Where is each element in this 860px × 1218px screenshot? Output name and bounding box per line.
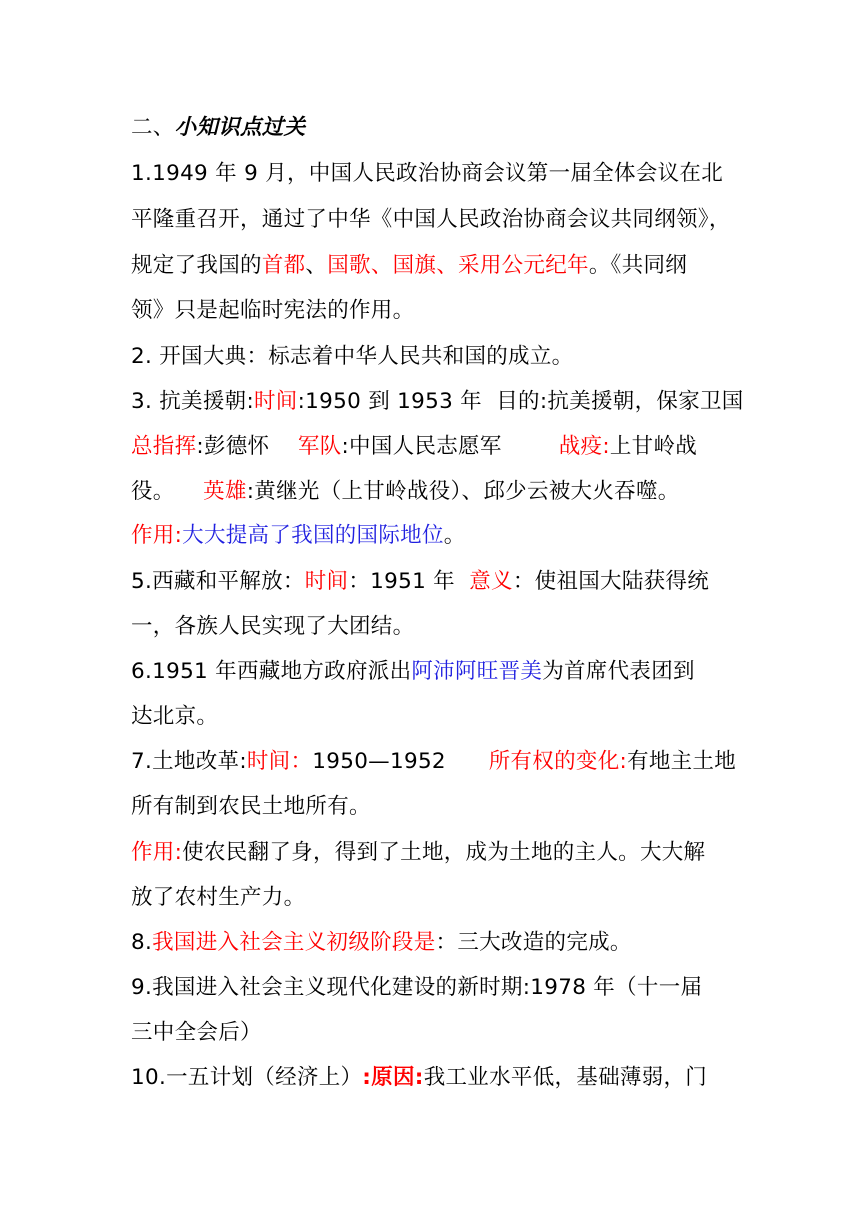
text: 使农民翻了身，得到了土地，成为土地的主人。大大解 bbox=[182, 840, 706, 865]
text: :黄继光（上甘岭战役）、邱少云被大火吞噬。 bbox=[246, 479, 680, 504]
label-heroes: 英雄 bbox=[203, 479, 247, 504]
text: ：三大改造的完成。 bbox=[435, 930, 632, 955]
heading-title: 小知识点过关 bbox=[174, 115, 306, 140]
highlight-effect: 大大提高了我国的国际地位 bbox=[182, 523, 444, 548]
label-significance: 意义 bbox=[469, 569, 513, 594]
item-3-line-4 bbox=[131, 519, 466, 553]
item-7-line-4: 放了农村生产力。 bbox=[131, 885, 306, 910]
item-1-line-4: 领》只是起临时宪法的作用。 bbox=[131, 298, 415, 323]
text: :彭德怀 bbox=[196, 434, 298, 459]
item-10-line-1 bbox=[131, 1061, 707, 1095]
label-time: 时间 bbox=[304, 569, 349, 594]
label-battle: 战疫: bbox=[558, 434, 610, 459]
text: 规定了我国的 bbox=[131, 253, 262, 278]
text: :中国人民志愿军 bbox=[341, 434, 559, 459]
item-3-line-1 bbox=[131, 385, 744, 419]
text: 。《共同纲 bbox=[588, 253, 688, 278]
text: 、 bbox=[305, 253, 328, 278]
item-8-line-1 bbox=[131, 926, 632, 960]
text: 6.1951 年西藏地方政府派出 bbox=[131, 659, 412, 684]
label-army: 军队 bbox=[297, 434, 342, 459]
item-7-line-2: 所有制到农民土地所有。 bbox=[131, 794, 371, 819]
item-7-line-3 bbox=[131, 836, 705, 870]
item-6-line-1 bbox=[131, 655, 695, 689]
text: 3. 抗美援朝: bbox=[131, 389, 254, 414]
item-2-line-1: 2. 开国大典：标志着中华人民共和国的成立。 bbox=[131, 344, 574, 369]
label-effect: 作用: bbox=[131, 840, 183, 865]
text: 8. bbox=[131, 930, 153, 955]
text: 5.西藏和平解放： bbox=[131, 569, 305, 594]
highlight-symbols: 国歌、国旗、采用公元纪年 bbox=[327, 253, 589, 278]
label-ownership-change: 所有权的变化: bbox=[488, 749, 628, 774]
text: 役。 bbox=[131, 479, 204, 504]
label-effect: 作用: bbox=[131, 523, 183, 548]
text: 7.土地改革: bbox=[131, 749, 247, 774]
text: 。 bbox=[443, 523, 466, 548]
highlight-name: 阿沛阿旺晋美 bbox=[411, 659, 543, 684]
highlight-stage: 我国进入社会主义初级阶段是 bbox=[152, 930, 436, 955]
item-1-line-3 bbox=[131, 249, 687, 283]
item-1-line-1: 1.1949 年 9 月，中国人民政治协商会议第一届全体会议在北 bbox=[131, 161, 724, 186]
text: 上甘岭战 bbox=[609, 434, 698, 459]
highlight-capital: 首都 bbox=[261, 253, 306, 278]
heading-prefix: 二、 bbox=[131, 115, 175, 140]
text: 有地主土地 bbox=[627, 749, 737, 774]
text: ：使祖国大陆获得统 bbox=[512, 569, 710, 594]
item-1-line-2: 平隆重召开，通过了中华《中国人民政治协商会议共同纲领》， bbox=[131, 207, 731, 232]
item-9-line-2: 三中全会后） bbox=[131, 1020, 262, 1045]
item-3-line-2 bbox=[131, 430, 697, 464]
label-reason: :原因: bbox=[362, 1065, 424, 1090]
text: 1950—1952 bbox=[312, 749, 489, 774]
label-commander: 总指挥 bbox=[131, 434, 197, 459]
item-7-line-1 bbox=[131, 745, 736, 779]
text: :1950 到 1953 年 目的:抗美援朝，保家卫国 bbox=[297, 389, 744, 414]
text: 我工业水平低，基础薄弱，门 bbox=[423, 1065, 708, 1090]
section-heading bbox=[131, 111, 305, 145]
label-time: 时间 bbox=[254, 389, 298, 414]
text: 为首席代表团到 bbox=[542, 659, 695, 684]
label-time: 时间： bbox=[246, 749, 313, 774]
text: 10.一五计划（经济上） bbox=[131, 1065, 363, 1090]
item-3-line-3 bbox=[131, 475, 680, 509]
item-5-line-2: 一，各族人民实现了大团结。 bbox=[131, 614, 415, 639]
item-5-line-1 bbox=[131, 565, 709, 599]
item-9-line-1: 9.我国进入社会主义现代化建设的新时期:1978 年（十一届 bbox=[131, 975, 703, 1000]
text: ：1951 年 bbox=[348, 569, 470, 594]
item-6-line-2: 达北京。 bbox=[131, 704, 219, 729]
